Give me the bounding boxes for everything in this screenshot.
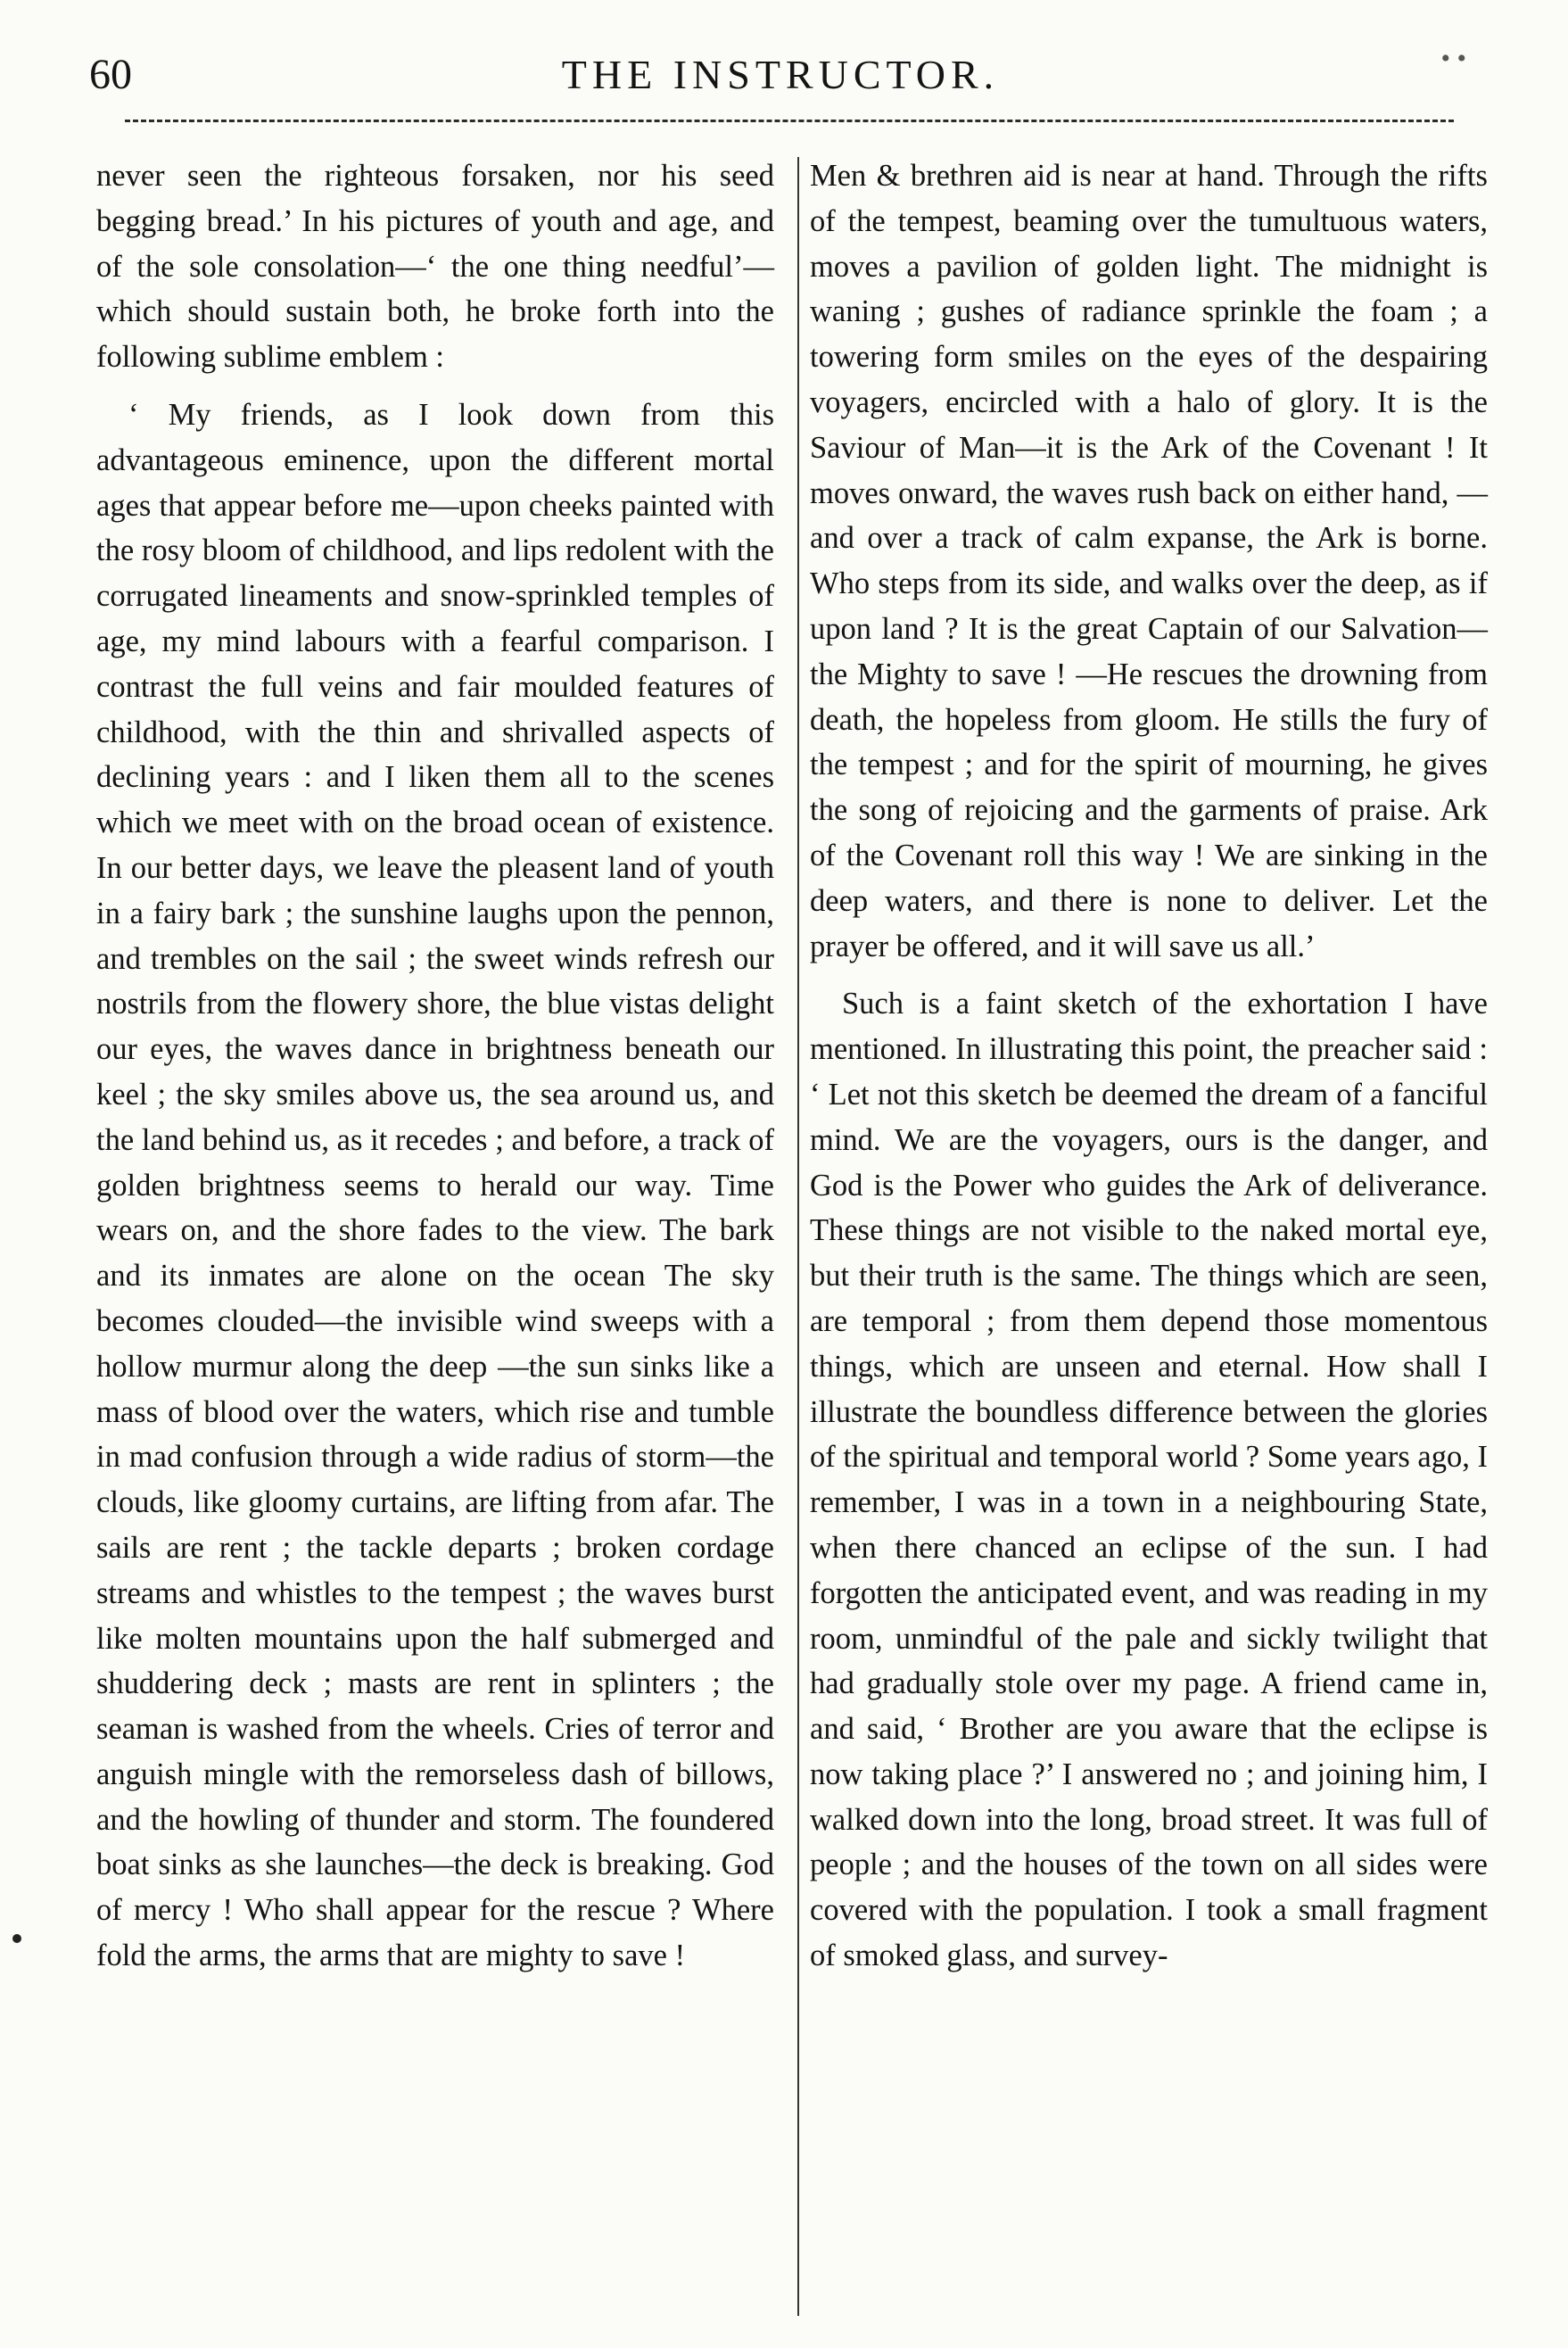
left-column xyxy=(96,153,774,1991)
running-title: THE INSTRUCTOR. xyxy=(561,52,1000,97)
column-divider xyxy=(797,157,799,2316)
page-number: 60 xyxy=(89,51,132,98)
header-rule xyxy=(125,120,1454,122)
page-header xyxy=(89,41,1472,112)
paragraph: ‘ My friends, as I look down from this advantageous eminence, upon the different mortal ages that appear before me—upon cheeks painted with the rosy bloom of childhood, and lips redolent with the corrugated lineaments and snow-sprinkled temples of age, my mind labours with a fearful comparison. I contrast the full veins and fair moulded features of childhood, with the thin and shrivalled aspects of declining years : and I liken them all to the scenes which we meet with on the broad ocean of existence. In our better days, we leave the pleasent land of youth in a fairy bark ; the sunshine laughs upon the pennon, and trembles on the sail ; the sweet winds refresh our nostrils from the flowery shore, the blue vistas delight our eyes, the waves dance in brightness beneath our keel ; the sky smiles above us, the sea around us, and the land behind us, as it recedes ; and before, a track of golden brightness seems to herald our way. Time wears on, and the shore fades to the view. The bark and its inmates are alone on the ocean The sky becomes clouded—the invisible wind sweeps with a hollow murmur along the deep —the sun sinks like a mass of blood over the waters, which rise and tumble in mad confusion through a wide radius of storm—the clouds, like gloomy curtains, are lifting from afar. The sails are rent ; the tackle departs ; broken cordage streams and whistles to the tempest ; the waves burst like molten mountains upon the half submerged and shuddering deck ; masts are rent in splinters ; the seaman is washed from the wheels. Cries of terror and anguish mingle with the remorseless dash of billows, and the howling of thunder and storm. The foundered boat sinks as she launches—the deck is breaking. God of mercy ! Who shall appear for the rescue ? Where fold the arms, the arms that are mighty to save ! xyxy=(96,397,774,1973)
paragraph: Men & brethren aid is near at hand. Through the rifts of the tempest, beaming over the tumultuous waters, moves a pavilion of golden light. The midnight is waning ; gushes of radiance sprinkle the foam ; a towering form smiles on the eyes of the despairing voyagers, encircled with a halo of glory. It is the Saviour of Man—it is the Ark of the Covenant ! It moves onward, the waves rush back on either hand, —and over a track of calm expanse, the Ark is borne. Who steps from its side, and walks over the deep, as if upon land ? It is the great Captain of our Salvation—the Mighty to save ! —He rescues the drowning from death, the hopeless from gloom. He stills the fury of the tempest ; and for the spirit of mourning, he gives the song of rejoicing and the garments of praise. Ark of the Covenant roll this way ! We are sinking in the deep waters, and there is none to deliver. Let the prayer be offered, and it will save us all.’ xyxy=(810,159,1488,963)
paragraph: Such is a faint sketch of the exhortation I have mentioned. In illustrating this point, the preacher said : ‘ Let not this sketch be deemed the dream of a fanciful mind. We are the voyagers, ours is the danger, and God is the Power who guides the Ark of deliverance. These things are not visible to the naked mortal eye, but their truth is the same. The things which are seen, are temporal ; from them depend those momentous things, which are unseen and eternal. How shall I illustrate the boundless difference between the glories of the spiritual and temporal world ? Some years ago, I remember, I was in a town in a neighbouring State, when there chanced an eclipse of the sun. I had forgotten the anticipated event, and was reading in my room, unmindful of the pale and sickly twilight that had gradually stole over my page. A friend came in, and said, ‘ Brother are you aware that the eclipse is now taking place ?’ I answered no ; and joining him, I walked down into the long, broad street. It was full of people ; and the houses of the town on all sides were covered with the population. I took a small fragment of smoked glass, and survey- xyxy=(810,987,1488,1973)
corner-mark: • • xyxy=(1440,44,1466,73)
paragraph: never seen the righteous forsaken, nor his seed begging bread.’ In his pictures of youth and age, and of the sole consolation—‘ the one thing needful’—which should sustain both, he broke forth into the following sublime emblem : xyxy=(96,159,774,375)
margin-ink-mark xyxy=(12,1934,21,1943)
right-column xyxy=(810,153,1488,1991)
